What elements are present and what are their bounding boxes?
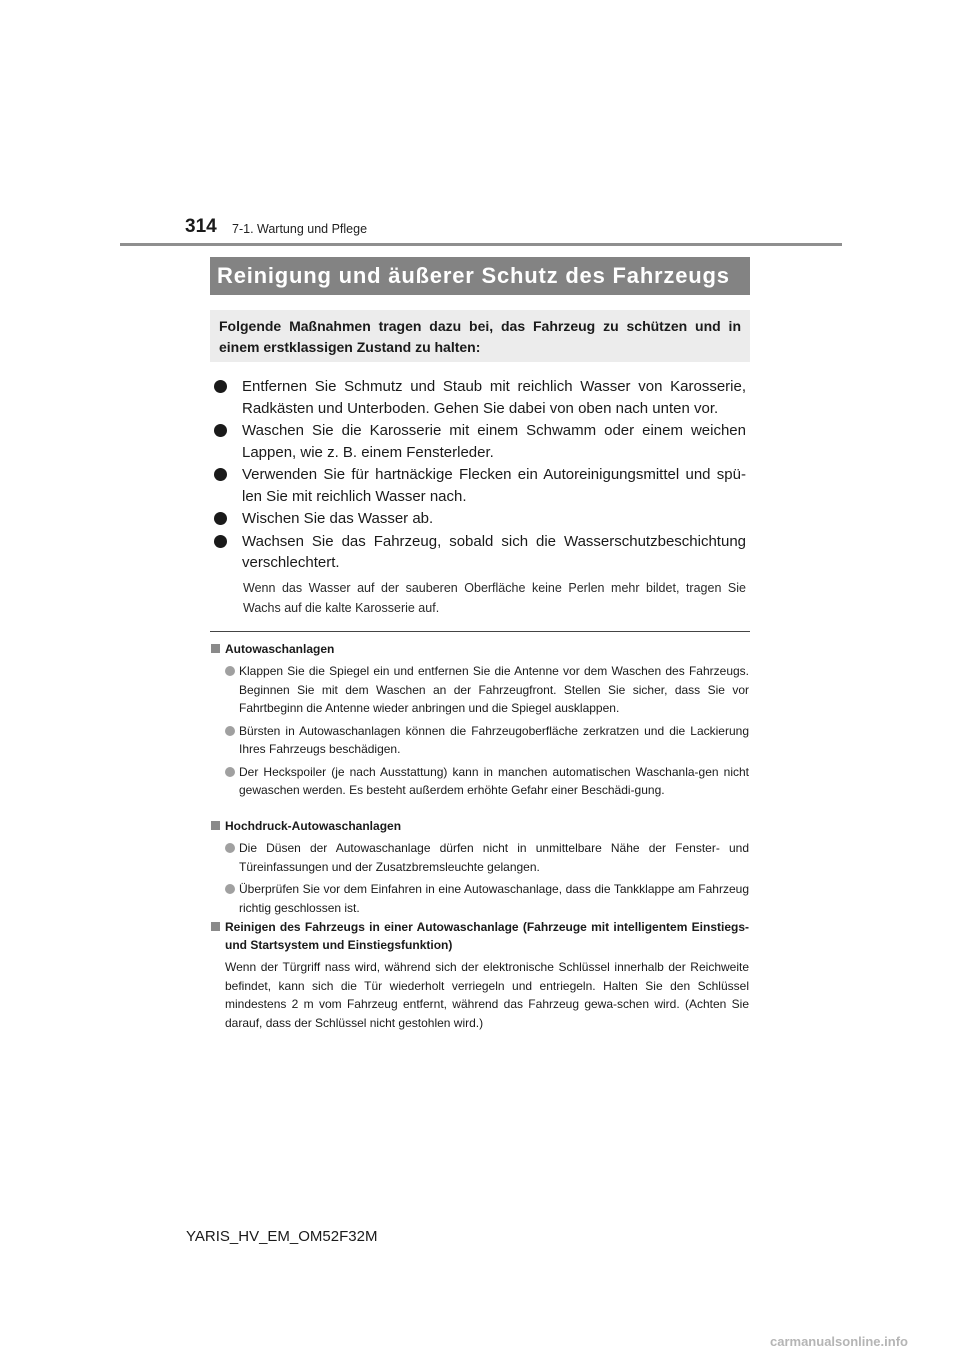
bullet-icon: [225, 726, 235, 736]
bullet-icon: [225, 884, 235, 894]
list-item-text: Wischen Sie das Wasser ab.: [242, 510, 434, 527]
section-hochdruck: [211, 817, 749, 917]
list-item: [214, 464, 746, 507]
note-text: Wenn das Wasser auf der sauberen Oberfläche keine Perlen mehr bildet, tragen Sie Wachs auf die kalte Karosserie auf.: [243, 581, 746, 615]
list-item-text: Klappen Sie die Spiegel ein und entfernen Sie die Antenne vor dem Waschen des Fahrzeugs. Beginnen Sie mit dem Waschen an der Fahrzeugfront. Stellen Sie sicher, dass Sie vor Fahrtbeginn die Antenne wieder anbringen und die Spiegel ausklappen.: [239, 664, 749, 715]
list-item: [211, 839, 749, 876]
section-divider: [210, 631, 750, 632]
section-intelligent-key: [211, 918, 749, 1032]
header-rule: [120, 243, 842, 246]
bullet-icon: [214, 512, 227, 525]
list-item-text: Der Heckspoiler (je nach Ausstattung) kann in manchen automatischen Waschanla-gen nicht gewaschen werden. Es besteht außerdem erhöhte Gefahr einer Beschädi-gung.: [239, 764, 749, 797]
list-item: [211, 722, 749, 759]
section-heading: [211, 817, 749, 835]
list-item-text: Verwenden Sie für hartnäckige Flecken ein Autoreinigungsmittel und spü-len Sie mit reichlich Wasser nach.: [242, 466, 746, 505]
list-item: [211, 662, 749, 718]
page-number: 314: [185, 216, 217, 237]
list-item: [211, 763, 749, 800]
list-item: [214, 531, 746, 574]
intro-box: Folgende Maßnahmen tragen dazu bei, das Fahrzeug zu schützen und in einem erstklassigen Zustand zu halten:: [210, 310, 750, 362]
bullet-icon: [214, 468, 227, 481]
list-item-text: Entfernen Sie Schmutz und Staub mit reichlich Wasser von Karosserie, Radkästen und Unterboden. Gehen Sie dabei von oben nach unten vor.: [242, 378, 746, 417]
page-title: Reinigung und äußerer Schutz des Fahrzeugs: [210, 257, 750, 295]
watermark: carmanualsonline.info: [770, 1334, 908, 1349]
section-heading-text: Autowaschanlagen: [225, 642, 335, 656]
section-heading-text: Reinigen des Fahrzeugs in einer Autowaschanlage (Fahrzeuge mit intelligentem Einstiegs- und Startsystem und Einstiegsfunktion): [225, 920, 749, 952]
list-item: [214, 420, 746, 463]
list-item-text: Überprüfen Sie vor dem Einfahren in eine Autowaschanlage, dass die Tankklappe am Fahrzeug richtig geschlossen ist.: [239, 882, 749, 915]
list-item-text: Waschen Sie die Karosserie mit einem Schwamm oder einem weichen Lappen, wie z. B. einem Fensterleder.: [242, 422, 746, 461]
square-bullet-icon: [211, 922, 220, 931]
section-heading: [211, 918, 749, 954]
section-paragraph: Wenn der Türgriff nass wird, während sich der elektronische Schlüssel innerhalb der Reichweite befindet, kann sich die Tür wiederholt verriegeln und entriegeln. Halten Sie den Schlüssel mindestens 2 m vom Fahrzeug entfernt, während das Fahrzeug gewa-schen wird. (Achten Sie darauf, dass der Schlüssel nicht gestohlen wird.): [225, 960, 749, 1030]
list-item-text: Die Düsen der Autowaschanlage dürfen nicht in unmittelbare Nähe der Fenster- und Türeinfassungen und der Zusatzbremsleuchte gelangen.: [239, 841, 749, 874]
list-item: [211, 880, 749, 917]
section-autowaschanlagen: [211, 640, 749, 800]
square-bullet-icon: [211, 821, 220, 830]
section-heading: [211, 640, 749, 658]
footer-code: YARIS_HV_EM_OM52F32M: [186, 1228, 378, 1245]
bullet-icon: [214, 535, 227, 548]
bullet-icon: [214, 424, 227, 437]
bullet-icon: [225, 666, 235, 676]
bullet-list: [214, 376, 746, 575]
bullet-icon: [214, 380, 227, 393]
list-item-text: Wachsen Sie das Fahrzeug, sobald sich die Wasserschutzbeschichtung verschlechtert.: [242, 532, 746, 571]
square-bullet-icon: [211, 644, 220, 653]
list-item-text: Bürsten in Autowaschanlagen können die Fahrzeugoberfläche zerkratzen und die Lackierung Ihres Fahrzeugs beschädigen.: [239, 723, 749, 756]
section-heading-text: Hochdruck-Autowaschanlagen: [225, 819, 402, 833]
list-item: [214, 376, 746, 419]
section-label: 7-1. Wartung und Pflege: [232, 222, 368, 236]
list-item: [214, 508, 746, 530]
bullet-icon: [225, 767, 235, 777]
bullet-icon: [225, 843, 235, 853]
